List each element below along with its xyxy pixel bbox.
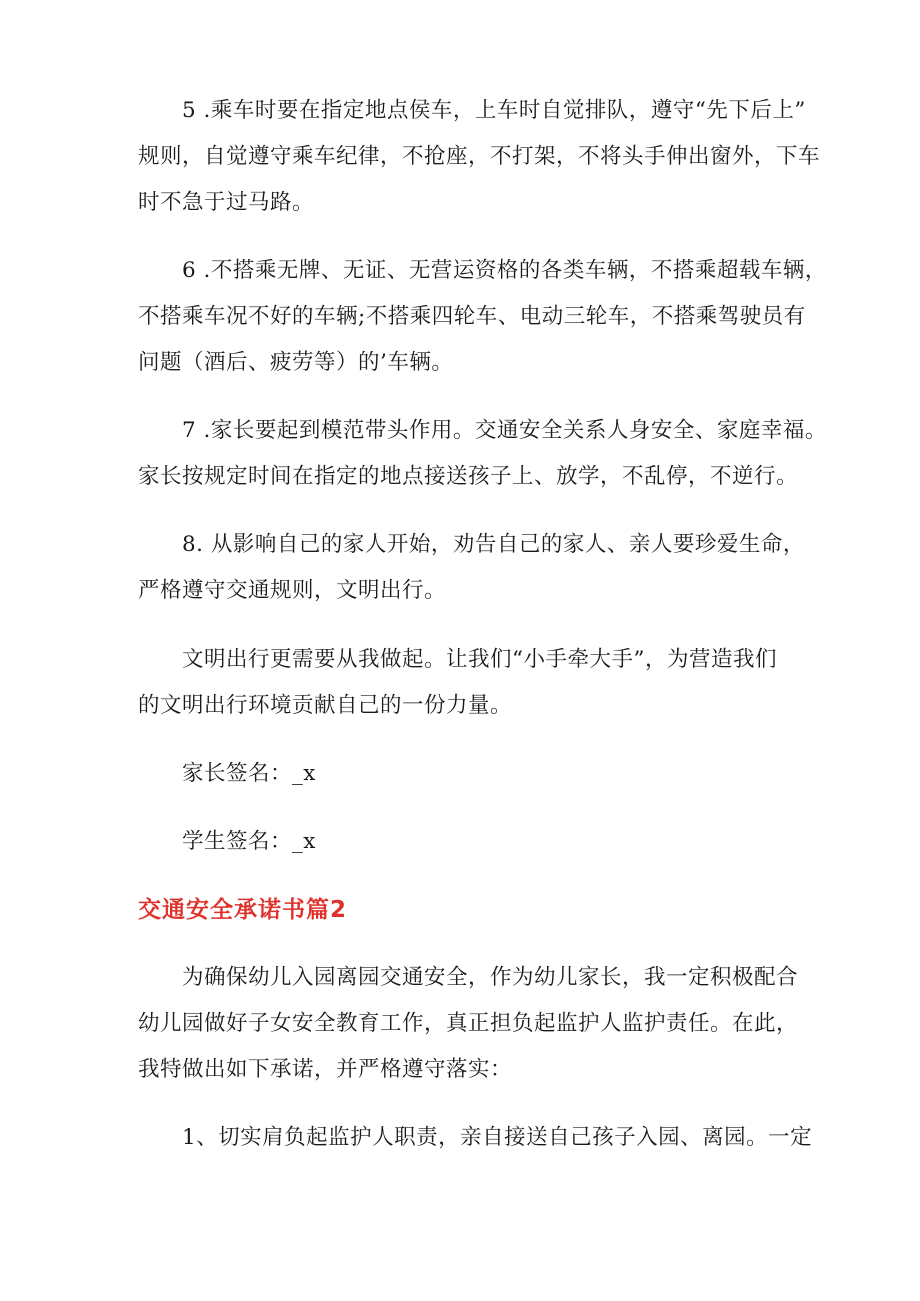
item-5-line-2: 规则，自觉遵守乘车纪律，不抢座，不打架，不将头手伸出窗外，下车	[138, 144, 821, 169]
item-7-line-2: 家长按规定时间在指定的地点接送孩子上、放学，不乱停，不逆行。	[138, 464, 799, 489]
section-2-item-1-line-1: 1、切实肩负起监护人职责，亲自接送自己孩子入园、离园。一定	[182, 1125, 813, 1150]
item-6-line-3: 问题（酒后、疲劳等）的’车辆。	[138, 350, 454, 375]
item-5-line-3: 时不急于过马路。	[138, 190, 315, 215]
section-2-intro-line-3: 我特做出如下承诺，并严格遵守落实：	[138, 1057, 513, 1082]
section-2-heading: 交通安全承诺书篇2	[138, 897, 348, 923]
item-7-paragraph	[138, 408, 827, 500]
item-5-line-1: 5 .乘车时要在指定地点侯车，上车时自觉排队，遵守“先下后上”	[182, 98, 806, 123]
section-2-intro-line-2: 幼儿园做好子女安全教育工作，真正担负起监护人监护责任。在此，	[138, 1011, 799, 1036]
parent-signature: 家长签名：_x	[182, 761, 316, 786]
item-5-paragraph	[138, 88, 821, 226]
item-6-paragraph	[138, 248, 827, 386]
item-8-line-2: 严格遵守交通规则，文明出行。	[138, 578, 447, 603]
closing-paragraph	[138, 637, 814, 729]
item-8-line-1: 8. 从影响自己的家人开始，劝告自己的家人、亲人要珍爱生命，	[182, 532, 805, 557]
item-6-line-1: 6 .不搭乘无牌、无证、无营运资格的各类车辆，不搭乘超载车辆，	[182, 258, 827, 283]
item-6-line-2: 不搭乘车况不好的车辆;不搭乘四轮车、电动三轮车，不搭乘驾驶员有	[138, 304, 806, 329]
item-7-line-1: 7 .家长要起到模范带头作用。交通安全关系人身安全、家庭幸福。	[182, 418, 827, 443]
closing-line-2: 的文明出行环境贡献自己的一份力量。	[138, 693, 513, 718]
item-8-paragraph	[138, 522, 814, 614]
closing-line-1: 文明出行更需要从我做起。让我们“小手牵大手”，为营造我们	[182, 647, 777, 672]
student-signature: 学生签名：_x	[182, 829, 316, 854]
section-2-intro-paragraph	[138, 955, 814, 1093]
section-2-item-1-paragraph	[138, 1115, 814, 1161]
section-2-intro-line-1: 为确保幼儿入园离园交通安全，作为幼儿家长，我一定积极配合	[182, 965, 799, 990]
